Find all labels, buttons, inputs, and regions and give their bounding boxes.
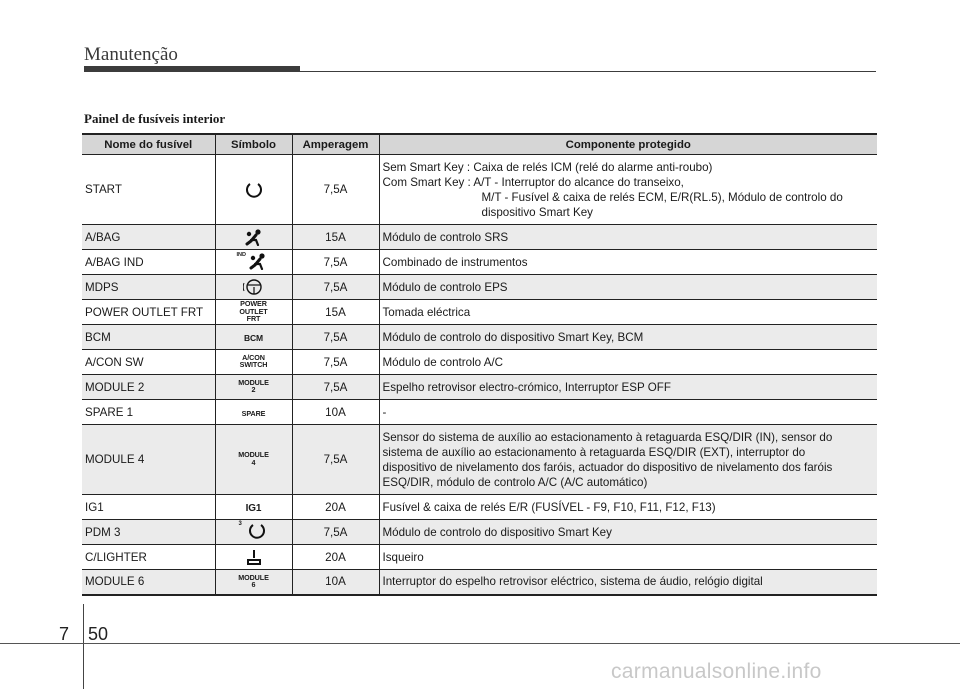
fuse-name: SPARE 1 <box>82 400 215 425</box>
fuse-table <box>82 133 877 596</box>
fuse-amperage: 7,5A <box>292 425 379 495</box>
table-row <box>82 350 877 375</box>
table-row <box>82 425 877 495</box>
component-line: Sensor do sistema de auxílio ao estacionamento à retaguarda ESQ/DIR (IN), sensor do <box>382 430 833 444</box>
fuse-component <box>379 375 877 400</box>
fuse-symbol <box>215 425 292 495</box>
table-row <box>82 300 877 325</box>
table-row <box>82 225 877 250</box>
component-line: Módulo de controlo do dispositivo Smart Key <box>382 525 612 539</box>
fuse-component <box>379 520 877 545</box>
component-line: M/T - Fusível & caixa de relés ECM, E/R(RL.5), Módulo de controlo do <box>481 190 843 204</box>
fuse-name: IG1 <box>82 495 215 520</box>
fuse-symbol-text <box>238 574 269 589</box>
component-line: ESQ/DIR, módulo de controlo A/C (A/C automático) <box>382 475 648 489</box>
fuse-name: POWER OUTLET FRT <box>82 300 215 325</box>
symbol-line: OUTLET <box>239 306 268 316</box>
fuse-symbol <box>215 350 292 375</box>
fuse-symbol <box>215 520 292 545</box>
component-line: dispositivo de nivelamento dos faróis, actuador do dispositivo de nivelamento dos faróis <box>382 460 833 474</box>
component-line: Sem Smart Key : Caixa de relés ICM (relé do alarme anti-roubo) <box>382 160 713 174</box>
table-row <box>82 250 877 275</box>
component-line: dispositivo Smart Key <box>481 205 593 219</box>
fuse-symbol <box>215 225 292 250</box>
fuse-symbol-text: BCM <box>243 332 264 343</box>
fuse-symbol <box>215 300 292 325</box>
ignition-key-icon <box>244 180 264 200</box>
fuse-component <box>379 300 877 325</box>
fuse-component <box>379 425 877 495</box>
fuse-name: BCM <box>82 325 215 350</box>
fuse-amperage: 20A <box>292 545 379 570</box>
fuse-symbol <box>215 250 292 275</box>
fuse-name: PDM 3 <box>82 520 215 545</box>
fuse-symbol-text <box>239 300 267 322</box>
component-line: Espelho retrovisor electro-crómico, Interruptor ESP OFF <box>382 380 671 394</box>
column-header-symbol: Símbolo <box>215 134 292 155</box>
fuse-amperage: 10A <box>292 570 379 595</box>
cigar-lighter-icon <box>244 547 264 567</box>
fuse-name: MODULE 6 <box>82 570 215 595</box>
fuse-amperage: 7,5A <box>292 250 379 275</box>
ignition-key-icon <box>247 521 267 541</box>
component-line: - <box>382 405 387 419</box>
table-row <box>82 325 877 350</box>
fuse-amperage: 7,5A <box>292 155 379 225</box>
fuse-name: A/BAG IND <box>82 250 215 275</box>
fuse-amperage: 10A <box>292 400 379 425</box>
table-row <box>82 570 877 595</box>
footer-horizontal-rule <box>0 643 960 644</box>
fuse-amperage: 7,5A <box>292 520 379 545</box>
fuse-symbol-text <box>240 354 268 369</box>
fuse-component <box>379 570 877 595</box>
fuse-component <box>379 350 877 375</box>
fuse-name: C/LIGHTER <box>82 545 215 570</box>
fuse-amperage: 20A <box>292 495 379 520</box>
column-header-component: Componente protegido <box>379 134 877 155</box>
fuse-component <box>379 545 877 570</box>
symbol-line: 4 <box>251 457 256 467</box>
fuse-name: START <box>82 155 215 225</box>
fuse-amperage: 15A <box>292 300 379 325</box>
column-header-amperage: Amperagem <box>292 134 379 155</box>
symbol-line: MODULE <box>238 572 269 582</box>
header-rule-thin <box>300 71 876 72</box>
fuse-symbol <box>215 275 292 300</box>
steering-wheel-icon <box>243 277 265 297</box>
footer-vertical-rule <box>83 604 84 689</box>
fuse-name: MODULE 2 <box>82 375 215 400</box>
chapter-number: 7 <box>59 624 70 644</box>
table-row <box>82 495 877 520</box>
fuse-symbol <box>215 400 292 425</box>
fuse-symbol <box>215 545 292 570</box>
fuse-symbol-text: SPARE <box>241 408 266 418</box>
fuse-component <box>379 325 877 350</box>
fuse-component <box>379 225 877 250</box>
fuse-component <box>379 400 877 425</box>
airbag-indicator-label: IND <box>236 251 246 258</box>
pdm-symbol-label: 3 <box>238 520 242 527</box>
symbol-line: A/CON <box>242 352 265 362</box>
fuse-name: A/BAG <box>82 225 215 250</box>
symbol-line: 2 <box>251 385 256 395</box>
component-line: Módulo de controlo do dispositivo Smart Key, BCM <box>382 330 644 344</box>
table-row <box>82 520 877 545</box>
fuse-symbol <box>215 495 292 520</box>
section-title: Painel de fusíveis interior <box>84 111 226 126</box>
fuse-component <box>379 250 877 275</box>
fuse-symbol <box>215 325 292 350</box>
fuse-symbol-text: IG1 <box>245 502 262 514</box>
fuse-symbol <box>215 155 292 225</box>
component-line: Tomada eléctrica <box>382 305 471 319</box>
table-row <box>82 400 877 425</box>
symbol-line: MODULE <box>238 377 269 387</box>
fuse-amperage: 15A <box>292 225 379 250</box>
table-row <box>82 275 877 300</box>
fuse-amperage: 7,5A <box>292 375 379 400</box>
symbol-line: 6 <box>251 579 256 589</box>
fuse-amperage: 7,5A <box>292 350 379 375</box>
fuse-component <box>379 155 877 225</box>
component-line: Fusível & caixa de relés E/R (FUSÍVEL - F9, F10, F11, F12, F13) <box>382 500 716 514</box>
fuse-component <box>379 275 877 300</box>
fuse-symbol-text <box>238 451 269 466</box>
component-line: Módulo de controlo SRS <box>382 230 509 244</box>
fuse-symbol <box>215 570 292 595</box>
component-line: sistema de auxílio ao estacionamento à retaguarda ESQ/DIR (EXT), interruptor do <box>382 445 806 459</box>
fuse-name: MODULE 4 <box>82 425 215 495</box>
component-line: Com Smart Key : A/T - Interruptor do alcance do transeixo, <box>382 175 684 189</box>
header-rule-thick <box>84 66 300 72</box>
fuse-symbol-text <box>238 379 269 394</box>
fuse-amperage: 7,5A <box>292 325 379 350</box>
component-line: Módulo de controlo EPS <box>382 280 508 294</box>
component-line: Isqueiro <box>382 550 424 564</box>
component-line: Módulo de controlo A/C <box>382 355 504 369</box>
page-header-title: Manutenção <box>84 44 178 65</box>
component-line: Interruptor do espelho retrovisor eléctrico, sistema de áudio, relógio digital <box>382 575 763 589</box>
table-header-row <box>82 134 877 155</box>
symbol-line: SWITCH <box>239 360 268 370</box>
fuse-name: MDPS <box>82 275 215 300</box>
table-row <box>82 155 877 225</box>
symbol-line: MODULE <box>238 450 269 460</box>
column-header-fuse-name: Nome do fusível <box>82 134 215 155</box>
fuse-name: A/CON SW <box>82 350 215 375</box>
page-number: 50 <box>88 624 109 644</box>
symbol-line: POWER <box>240 299 267 309</box>
symbol-line: FRT <box>246 313 261 323</box>
fuse-amperage: 7,5A <box>292 275 379 300</box>
fuse-component <box>379 495 877 520</box>
table-row <box>82 375 877 400</box>
watermark-text: carmanualsonline.info <box>611 660 822 683</box>
table-row <box>82 545 877 570</box>
airbag-indicator-icon <box>247 252 269 270</box>
fuse-symbol <box>215 375 292 400</box>
airbag-icon <box>243 228 265 246</box>
component-line: Combinado de instrumentos <box>382 255 528 269</box>
